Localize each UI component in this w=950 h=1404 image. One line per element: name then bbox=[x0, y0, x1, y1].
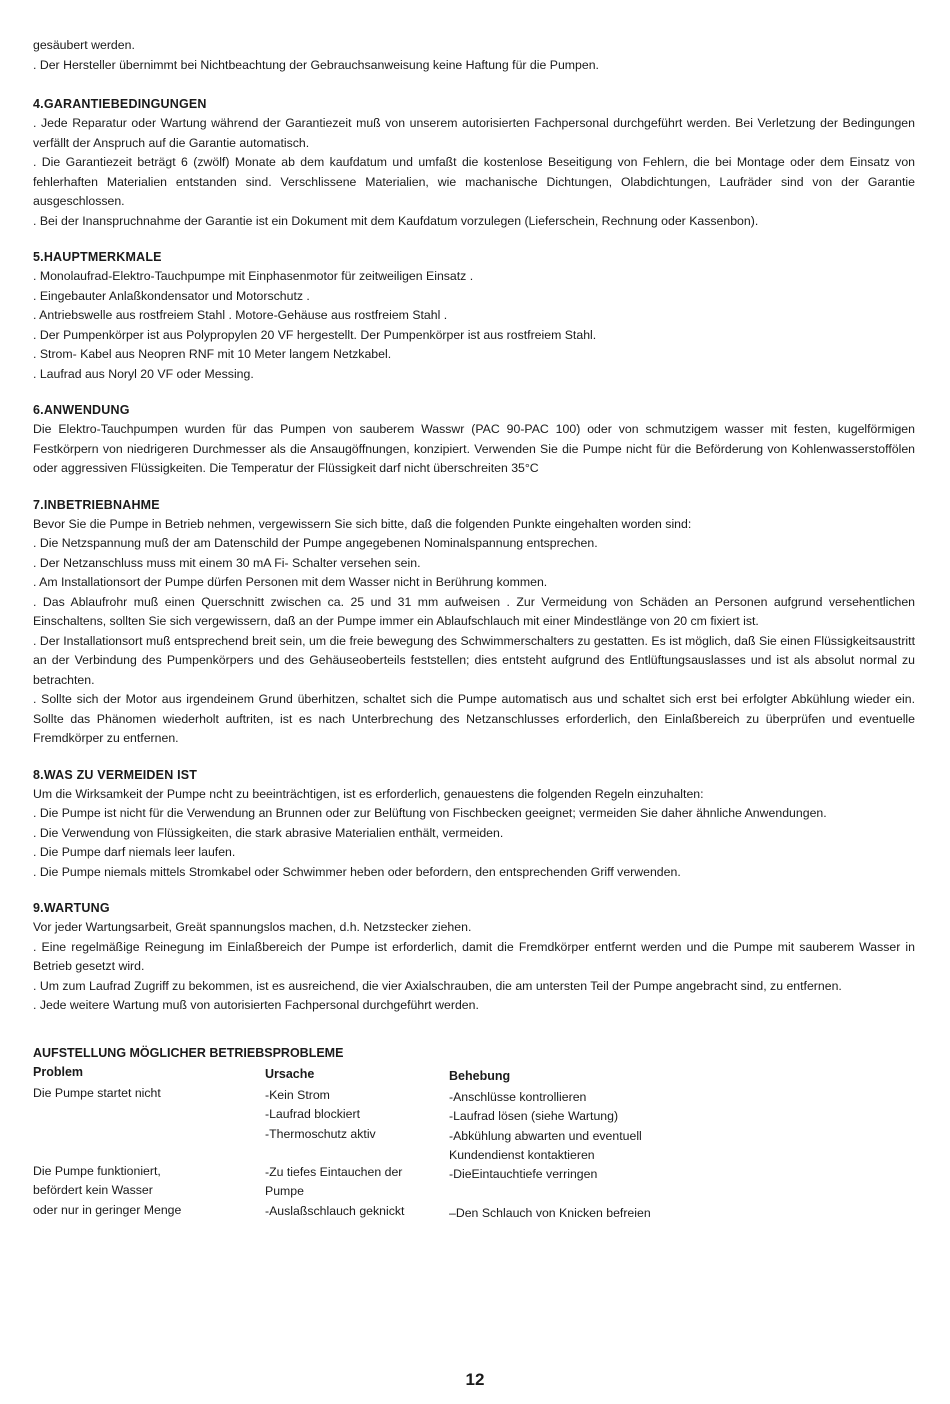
paragraph: . Die Pumpe darf niemals leer laufen. bbox=[33, 845, 236, 859]
column-header-ursache: Ursache bbox=[265, 1066, 315, 1081]
problem-cell: Die Pumpe startet nicht bbox=[33, 1085, 161, 1100]
cause-cell: -Kein Strom -Laufrad blockiert -Thermoschutz aktiv bbox=[265, 1087, 376, 1141]
paragraph: . Der Netzanschluss muss mit einem 30 mA Fi- Schalter versehen sein. bbox=[33, 555, 421, 570]
section-inbetriebnahme bbox=[33, 496, 915, 749]
column-header-behebung: Behebung bbox=[449, 1068, 511, 1083]
section-hauptmerkmale bbox=[33, 248, 915, 384]
section-garantie bbox=[33, 95, 915, 231]
column-header-problem: Problem bbox=[33, 1064, 84, 1079]
paragraph: . Eine regelmäßige Reinegung im Einlaßbereich der Pumpe ist erforderlich, damit die Fremdkörper entfernt werden und die Pumpe mit sauberem Wasser in Betrieb gesetzt wird. bbox=[33, 939, 915, 973]
paragraph: . Die Pumpe ist nicht für die Verwendung an Brunnen oder zur Belüftung von Fischbecken geeignet; vermeiden Sie daher ähnliche Anwendungen. bbox=[33, 806, 827, 820]
paragraph: . Die Verwendung von Flüssigkeiten, die stark abrasive Materialien enthält, vermeiden. bbox=[33, 825, 504, 840]
paragraph: . Monolaufrad-Elektro-Tauchpumpe mit Einphasenmotor für zeitweiligen Einsatz . bbox=[33, 269, 474, 283]
paragraph: . Der Installationsort muß entsprechend breit sein, um die freie bewegung des Schwimmerschalters zu gestatten. Es ist möglich, daß Sie einen Flüssigkeitsaustritt an der Verbindung des Pumpenkörpers und des Gehäuseoberteils feststellen; dies entsteht aufgrund des Entlüftungsauslasses und ist als absolut normal zu betrachten. bbox=[33, 633, 915, 687]
paragraph: . Am Installationsort der Pumpe dürfen Personen mit dem Wasser nicht in Berührung kommen. bbox=[33, 575, 548, 589]
paragraph: . Bei der Inanspruchnahme der Garantie ist ein Dokument mit dem Kaufdatum vorzulegen (Lieferschein, Rechnung oder Kassenbon). bbox=[33, 213, 759, 228]
section-wartung bbox=[33, 899, 915, 1016]
paragraph: . Sollte sich der Motor aus irgendeinem Grund überhitzen, schaltet sich die Pumpe automatisch aus und schaltet sich erst bei erfolgter Abkühlung wieder ein. Sollte das Phänomen wiederholt auftriten, ist es nach Unterbrechung des Netzanschlusses erforderlich, den Einlaßbereich zu überprüfen und eventuelle Fremdkörper zu entfernen. bbox=[33, 692, 915, 745]
section-heading: 5.HAUPTMERKMALE bbox=[33, 250, 162, 264]
paragraph: . Die Garantiezeit beträgt 6 (zwölf) Monate ab dem kaufdatum und umfaßt die kostenlose Beseitigung von Fehlern, die bei Montage oder dem Einsatz von fehlerhaften Materialien entstanden sind. Verschlissene Materialien, wie machanische Dichtungen, Olabdichtungen, Laufräder sind von der Garantie ausgeschlossen. bbox=[33, 155, 915, 208]
section-heading: 9.WARTUNG bbox=[33, 901, 110, 915]
section-anwendung bbox=[33, 401, 915, 479]
paragraph: Vor jeder Wartungsarbeit, Greät spannungslos machen, d.h. Netzstecker ziehen. bbox=[33, 920, 472, 934]
paragraph: . Jede weitere Wartung muß von autorisierten Fachpersonal durchgeführt werden. bbox=[33, 998, 479, 1012]
troubleshooting-table bbox=[33, 1063, 915, 1223]
problem-cell: Die Pumpe funktioniert, befördert kein Wasser oder nur in geringer Menge bbox=[33, 1163, 182, 1217]
paragraph: . Um zum Laufrad Zugriff zu bekommen, ist es ausreichend, die vier Axialschrauben, die am untersten Teil der Pumpe angebracht sind, zu entfernen. bbox=[33, 978, 842, 993]
paragraph: Um die Wirksamkeit der Pumpe ncht zu beeinträchtigen, ist es erforderlich, genauestens die folgenden Regeln einzuhalten: bbox=[33, 786, 704, 801]
document-page bbox=[33, 36, 915, 1223]
fix-cell: -Anschlüsse kontrollieren -Laufrad lösen (siehe Wartung) -Abkühlung abwarten und eventuell Kundendienst kontaktieren bbox=[449, 1089, 642, 1162]
paragraph: Bevor Sie die Pumpe in Betrieb nehmen, vergewissern Sie sich bitte, daß die folgenden Punkte eingehalten worden sind: bbox=[33, 516, 692, 531]
section-heading: 4.GARANTIEBEDINGUNGEN bbox=[33, 97, 207, 111]
paragraph: . Das Ablaufrohr muß einen Querschnitt zwischen ca. 25 und 31 mm aufweisen . Zur Vermeidung von Schäden an Personen aufgrund versehentlichen Einschaltens, sollten Sie sich vergewissern, daß an der Pumpe immer ein Ablaufschlauch mit einer Mindestlänge von 20 cm fixiert ist. bbox=[33, 594, 915, 628]
paragraph: . Die Pumpe niemals mittels Stromkabel oder Schwimmer heben oder befordern, den entsprechenden Griff verwenden. bbox=[33, 864, 681, 879]
troubleshooting-title: AUFSTELLUNG MÖGLICHER BETRIEBSPROBLEME bbox=[33, 1045, 344, 1060]
page-number: 12 bbox=[465, 1370, 485, 1389]
paragraph: . Laufrad aus Noryl 20 VF oder Messing. bbox=[33, 366, 254, 381]
cause-cell: -Zu tiefes Eintauchen der Pumpe -Auslaßschlauch geknickt bbox=[265, 1164, 405, 1218]
paragraph: . Eingebauter Anlaßkondensator und Motorschutz . bbox=[33, 288, 310, 303]
paragraph: . Strom- Kabel aus Neopren RNF mit 10 Meter langem Netzkabel. bbox=[33, 347, 392, 361]
paragraph: . Die Netzspannung muß der am Datenschild der Pumpe angegebenen Nominalspannung entsprechen. bbox=[33, 536, 598, 550]
section-heading: 8.WAS ZU VERMEIDEN IST bbox=[33, 767, 198, 782]
section-vermeiden bbox=[33, 766, 915, 883]
fix-cell: -DieEintauchtiefe verringen –Den Schlauch von Knicken befreien bbox=[449, 1166, 651, 1220]
paragraph: . Der Pumpenkörper ist aus Polypropylen 20 VF hergestellt. Der Pumpenkörper ist aus rostfreiem Stahl. bbox=[33, 327, 597, 342]
paragraph: . Jede Reparatur oder Wartung während der Garantiezeit muß von unserem autorisierten Fachpersonal durchgeführt werden. Bei Verletzung der Bedingungen verfällt der Anspruch auf die Garantie automatisch. bbox=[33, 116, 915, 150]
section-heading: 6.ANWENDUNG bbox=[33, 403, 130, 417]
paragraph: Die Elektro-Tauchpumpen wurden für das Pumpen von sauberem Wasswr (PAC 90-PAC 100) oder von schmutzigem wasser mit festen, kugelförmigen Festkörpern von niedrigeren Durchmesser als die Ansaugöffnungen, konzipiert. Verwenden Sie die Pumpe nicht für die Beförderung von Kohlenwasserstoffölen oder aggressiven Flüssigkeiten. Die Temperatur der Flüssigkeit darf nicht überschreiten 35°C bbox=[33, 422, 915, 475]
section-heading: 7.INBETRIEBNAHME bbox=[33, 497, 160, 512]
intro-block bbox=[33, 36, 915, 75]
paragraph: . Antriebswelle aus rostfreiem Stahl . Motore-Gehäuse aus rostfreiem Stahl . bbox=[33, 308, 448, 322]
intro-line: . Der Hersteller übernimmt bei Nichtbeachtung der Gebrauchsanweisung keine Haftung für die Pumpen. bbox=[33, 57, 599, 72]
intro-line: gesäubert werden. bbox=[33, 38, 135, 52]
